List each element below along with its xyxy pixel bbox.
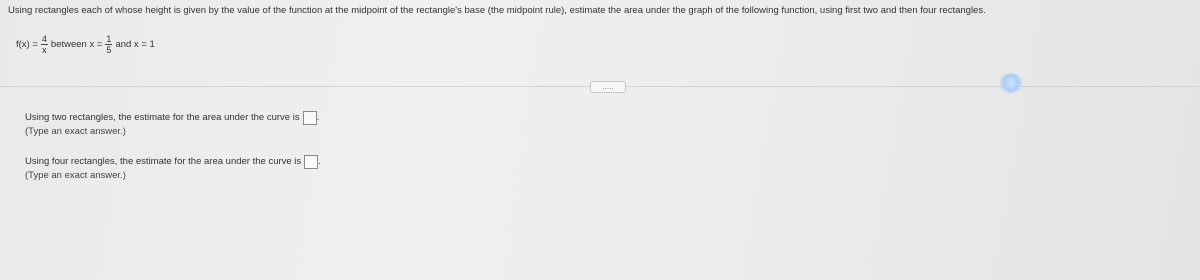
lower-bound-numerator: 1 xyxy=(106,34,112,44)
function-definition xyxy=(16,34,155,55)
function-fraction xyxy=(41,34,48,55)
lower-bound-fraction xyxy=(105,34,112,55)
answer-line xyxy=(25,111,319,125)
answer-input-four-rectangles[interactable] xyxy=(304,155,318,169)
screen-glare xyxy=(998,73,1024,93)
answer-line xyxy=(25,155,321,169)
question-text: Using rectangles each of whose height is given by the value of the function at the midpoint of the rectangle's base (the midpoint rule), estimate the area under the graph of the following function, using first two and then four rectangles. xyxy=(8,5,986,16)
expand-more-button[interactable]: ..... xyxy=(590,81,626,93)
answer-hint: (Type an exact answer.) xyxy=(25,170,126,181)
between-text: between x = xyxy=(50,39,103,50)
answer-prompt: Using two rectangles, the estimate for the area under the curve is xyxy=(25,112,300,123)
answer-two-rectangles xyxy=(25,111,319,139)
upper-bound-text: and x = 1 xyxy=(115,39,155,50)
function-numerator: 4 xyxy=(41,34,47,44)
answer-period: . xyxy=(318,156,321,167)
answer-hint: (Type an exact answer.) xyxy=(25,126,126,137)
lower-bound-denominator: 5 xyxy=(106,45,112,55)
answer-prompt: Using four rectangles, the estimate for the area under the curve is xyxy=(25,156,302,167)
answer-four-rectangles xyxy=(25,155,321,183)
answer-period: . xyxy=(316,112,320,123)
answer-input-two-rectangles[interactable] xyxy=(303,111,317,125)
function-denominator: x xyxy=(42,45,47,55)
function-lhs: f(x) = xyxy=(16,39,38,50)
